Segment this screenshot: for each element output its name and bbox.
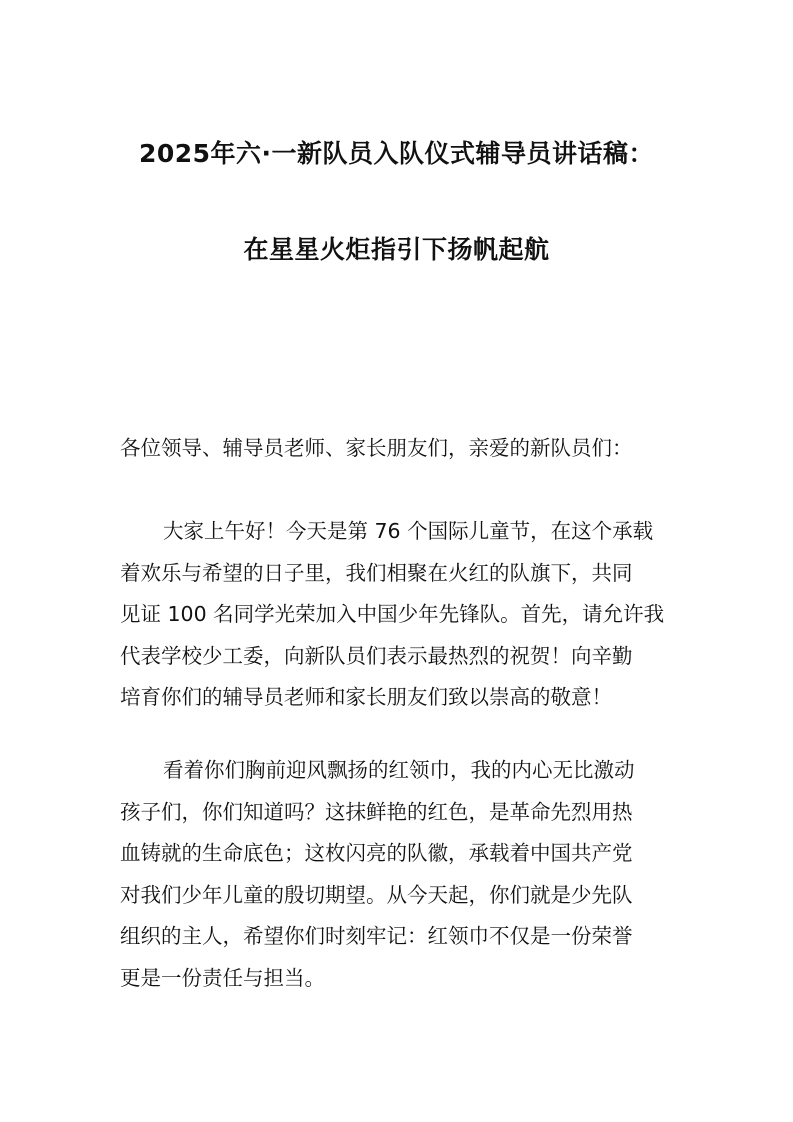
paragraph-line: 着欢乐与希望的日子里，我们相聚在火红的队旗下，共同 bbox=[120, 560, 633, 585]
paragraph-2 bbox=[120, 750, 680, 1000]
paragraph-line: 培育你们的辅导员老师和家长朋友们致以崇高的敬意！ bbox=[120, 685, 612, 710]
paragraph-line: 对我们少年儿童的殷切期望。从今天起，你们就是少先队 bbox=[120, 882, 633, 907]
paragraph-line: 孩子们，你们知道吗？这抹鲜艳的红色，是革命先烈用热 bbox=[120, 799, 633, 824]
paragraph-line: 大家上午好！今天是第 76 个国际儿童节，在这个承载 bbox=[163, 519, 654, 543]
paragraph-line: 看着你们胸前迎风飘扬的红领巾，我的内心无比激动 bbox=[163, 758, 635, 782]
greeting-text: 各位领导、辅导员老师、家长朋友们，亲爱的新队员们： bbox=[120, 436, 633, 460]
paragraph-line: 更是一份责任与担当。 bbox=[120, 965, 325, 990]
paragraph-line: 代表学校少工委，向新队员们表示最热烈的祝贺！向辛勤 bbox=[120, 643, 633, 668]
paragraph-1 bbox=[120, 511, 680, 719]
document-title-line-1: 2025年六·一新队员入队仪式辅导员讲话稿： bbox=[138, 139, 655, 168]
paragraph-line: 血铸就的生命底色；这枚闪亮的队徽，承载着中国共产党 bbox=[120, 841, 633, 866]
paragraph-line: 见证 100 名同学光荣加入中国少年先锋队。首先，请允许我 bbox=[120, 602, 665, 627]
greeting bbox=[120, 428, 680, 470]
paragraph-line: 组织的主人，希望你们时刻牢记：红领巾不仅是一份荣誉 bbox=[120, 924, 633, 949]
document-title-line-2: 在星星火炬指引下扬帆起航 bbox=[243, 235, 550, 264]
